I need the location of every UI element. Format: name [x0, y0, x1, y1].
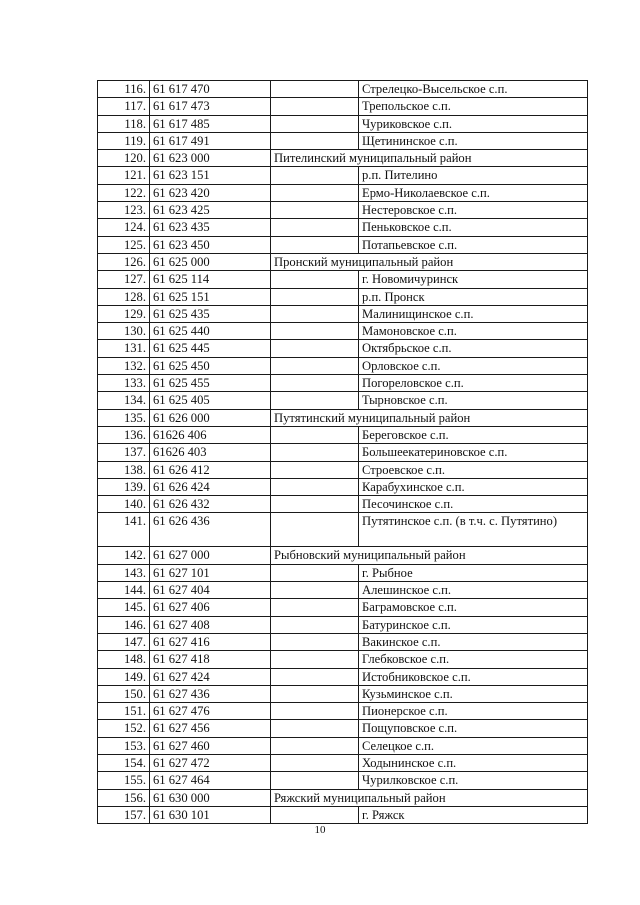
row-number: 153. — [98, 737, 150, 754]
table-row — [98, 392, 588, 409]
table-row — [98, 375, 588, 392]
settlement-name: Алешинское с.п. — [359, 582, 588, 599]
okato-code: 61 623 435 — [150, 219, 271, 236]
row-number: 126. — [98, 253, 150, 270]
row-number: 139. — [98, 478, 150, 495]
page-number: 10 — [314, 824, 326, 836]
district-cell-empty — [271, 236, 359, 253]
row-number: 146. — [98, 616, 150, 633]
row-number: 157. — [98, 806, 150, 823]
okato-code: 61 625 114 — [150, 271, 271, 288]
row-number: 120. — [98, 150, 150, 167]
settlement-name: Стрелецко-Высельское с.п. — [359, 81, 588, 98]
row-number: 154. — [98, 754, 150, 771]
okato-code: 61 623 000 — [150, 150, 271, 167]
settlement-name: Пионерское с.п. — [359, 703, 588, 720]
okato-code: 61 627 464 — [150, 772, 271, 789]
table-row — [98, 288, 588, 305]
okato-code: 61 627 101 — [150, 564, 271, 581]
table-row — [98, 668, 588, 685]
district-cell-empty — [271, 582, 359, 599]
district-cell-empty — [271, 184, 359, 201]
row-number: 136. — [98, 426, 150, 443]
row-number: 130. — [98, 323, 150, 340]
okato-code: 61 627 416 — [150, 633, 271, 650]
okato-code: 61 626 432 — [150, 496, 271, 513]
row-number: 124. — [98, 219, 150, 236]
district-cell-empty — [271, 426, 359, 443]
district-cell-empty — [271, 513, 359, 547]
table-row — [98, 409, 588, 426]
settlement-name: г. Рыбное — [359, 564, 588, 581]
settlement-name: Песочинское с.п. — [359, 496, 588, 513]
okato-code: 61 627 406 — [150, 599, 271, 616]
table-row — [98, 685, 588, 702]
district-cell-empty — [271, 115, 359, 132]
district-cell-empty — [271, 305, 359, 322]
settlement-name: Октябрьское с.п. — [359, 340, 588, 357]
okato-code: 61 623 420 — [150, 184, 271, 201]
district-cell-empty — [271, 461, 359, 478]
district-cell-empty — [271, 81, 359, 98]
table-row — [98, 564, 588, 581]
row-number: 156. — [98, 789, 150, 806]
okato-code: 61 625 455 — [150, 375, 271, 392]
row-number: 131. — [98, 340, 150, 357]
district-cell-empty — [271, 703, 359, 720]
district-cell-empty — [271, 599, 359, 616]
okato-code: 61 623 425 — [150, 202, 271, 219]
okato-code: 61 627 476 — [150, 703, 271, 720]
row-number: 117. — [98, 98, 150, 115]
okato-code: 61 627 436 — [150, 685, 271, 702]
settlement-name: Вакинское с.п. — [359, 633, 588, 650]
district-cell-empty — [271, 202, 359, 219]
row-number: 121. — [98, 167, 150, 184]
district-cell-empty — [271, 357, 359, 374]
settlement-name: Мамоновское с.п. — [359, 323, 588, 340]
table-row — [98, 236, 588, 253]
okato-code: 61 627 424 — [150, 668, 271, 685]
settlement-name: Глебковское с.п. — [359, 651, 588, 668]
table-row — [98, 461, 588, 478]
table-row — [98, 720, 588, 737]
okato-code: 61 627 472 — [150, 754, 271, 771]
district-name: Пронский муниципальный район — [271, 253, 588, 270]
settlement-name: Пощуповское с.п. — [359, 720, 588, 737]
district-name: Пителинский муниципальный район — [271, 150, 588, 167]
district-cell-empty — [271, 444, 359, 461]
district-cell-empty — [271, 478, 359, 495]
table-row — [98, 496, 588, 513]
okato-code: 61 625 450 — [150, 357, 271, 374]
district-name: Ряжский муниципальный район — [271, 789, 588, 806]
district-cell-empty — [271, 754, 359, 771]
row-number: 123. — [98, 202, 150, 219]
settlement-name: Потапьевское с.п. — [359, 236, 588, 253]
district-cell-empty — [271, 392, 359, 409]
okato-code: 61 630 000 — [150, 789, 271, 806]
okato-code: 61 625 440 — [150, 323, 271, 340]
row-number: 119. — [98, 132, 150, 149]
okato-code: 61 623 151 — [150, 167, 271, 184]
row-number: 132. — [98, 357, 150, 374]
okato-code: 61 625 445 — [150, 340, 271, 357]
table-row — [98, 98, 588, 115]
settlement-name: р.п. Пителино — [359, 167, 588, 184]
table-row — [98, 202, 588, 219]
district-cell-empty — [271, 651, 359, 668]
row-number: 150. — [98, 685, 150, 702]
settlement-name: Пеньковское с.п. — [359, 219, 588, 236]
okato-code: 61 625 435 — [150, 305, 271, 322]
settlement-name: Чурилковское с.п. — [359, 772, 588, 789]
table-row — [98, 115, 588, 132]
okato-code: 61 625 000 — [150, 253, 271, 270]
table-row — [98, 754, 588, 771]
row-number: 118. — [98, 115, 150, 132]
settlement-name: Путятинское с.п. (в т.ч. с. Путятино) — [359, 513, 588, 547]
okato-code: 61626 406 — [150, 426, 271, 443]
okato-code: 61 626 412 — [150, 461, 271, 478]
row-number: 138. — [98, 461, 150, 478]
table-row — [98, 340, 588, 357]
row-number: 151. — [98, 703, 150, 720]
settlement-name: р.п. Пронск — [359, 288, 588, 305]
okato-code: 61 625 151 — [150, 288, 271, 305]
district-cell-empty — [271, 737, 359, 754]
table-row — [98, 582, 588, 599]
settlement-name: Погореловское с.п. — [359, 375, 588, 392]
settlement-name: Строевское с.п. — [359, 461, 588, 478]
settlement-name: г. Ряжск — [359, 806, 588, 823]
table-row — [98, 150, 588, 167]
table-row — [98, 426, 588, 443]
settlement-name: Чуриковское с.п. — [359, 115, 588, 132]
settlement-name: Батуринское с.п. — [359, 616, 588, 633]
table-row — [98, 357, 588, 374]
okato-code: 61 627 418 — [150, 651, 271, 668]
district-cell-empty — [271, 219, 359, 236]
settlement-name: Нестеровское с.п. — [359, 202, 588, 219]
district-cell-empty — [271, 668, 359, 685]
district-cell-empty — [271, 288, 359, 305]
district-name: Путятинский муниципальный район — [271, 409, 588, 426]
settlement-name: Карабухинское с.п. — [359, 478, 588, 495]
okato-code: 61 627 456 — [150, 720, 271, 737]
district-cell-empty — [271, 685, 359, 702]
row-number: 148. — [98, 651, 150, 668]
district-cell-empty — [271, 323, 359, 340]
okato-code: 61626 403 — [150, 444, 271, 461]
table-row — [98, 478, 588, 495]
okato-code: 61 627 408 — [150, 616, 271, 633]
okato-code: 61 617 470 — [150, 81, 271, 98]
table-row — [98, 789, 588, 806]
table-row — [98, 305, 588, 322]
table-row — [98, 271, 588, 288]
table-row — [98, 806, 588, 823]
row-number: 134. — [98, 392, 150, 409]
table-row — [98, 184, 588, 201]
table-row — [98, 323, 588, 340]
district-cell-empty — [271, 616, 359, 633]
district-cell-empty — [271, 340, 359, 357]
okato-code: 61 627 404 — [150, 582, 271, 599]
table-row — [98, 703, 588, 720]
settlement-name: Селецкое с.п. — [359, 737, 588, 754]
settlement-name: Ермо-Николаевское с.п. — [359, 184, 588, 201]
row-number: 135. — [98, 409, 150, 426]
okato-code: 61 626 000 — [150, 409, 271, 426]
row-number: 122. — [98, 184, 150, 201]
row-number: 127. — [98, 271, 150, 288]
table-row — [98, 599, 588, 616]
settlement-name: Кузьминское с.п. — [359, 685, 588, 702]
table-row — [98, 616, 588, 633]
row-number: 141. — [98, 513, 150, 547]
settlement-name: Береговское с.п. — [359, 426, 588, 443]
table-body — [98, 81, 588, 824]
okato-code: 61 626 436 — [150, 513, 271, 547]
okato-code: 61 630 101 — [150, 806, 271, 823]
row-number: 149. — [98, 668, 150, 685]
district-cell-empty — [271, 167, 359, 184]
table-row — [98, 81, 588, 98]
settlement-name: Тырновское с.п. — [359, 392, 588, 409]
row-number: 137. — [98, 444, 150, 461]
table-row — [98, 651, 588, 668]
table-row — [98, 444, 588, 461]
settlement-name: Малинищинское с.п. — [359, 305, 588, 322]
row-number: 144. — [98, 582, 150, 599]
settlement-name: Трепольское с.п. — [359, 98, 588, 115]
okato-code: 61 617 485 — [150, 115, 271, 132]
settlement-name: Орловское с.п. — [359, 357, 588, 374]
row-number: 142. — [98, 547, 150, 564]
okato-code: 61 627 460 — [150, 737, 271, 754]
row-number: 133. — [98, 375, 150, 392]
table-row — [98, 219, 588, 236]
okato-code: 61 625 405 — [150, 392, 271, 409]
row-number: 155. — [98, 772, 150, 789]
table-row — [98, 513, 588, 547]
district-cell-empty — [271, 98, 359, 115]
table-row — [98, 132, 588, 149]
district-cell-empty — [271, 564, 359, 581]
district-cell-empty — [271, 806, 359, 823]
settlement-name: Большеекатериновское с.п. — [359, 444, 588, 461]
okato-code: 61 626 424 — [150, 478, 271, 495]
district-cell-empty — [271, 496, 359, 513]
table-row — [98, 253, 588, 270]
row-number: 152. — [98, 720, 150, 737]
settlement-name: Ходынинское с.п. — [359, 754, 588, 771]
row-number: 145. — [98, 599, 150, 616]
okato-code: 61 623 450 — [150, 236, 271, 253]
table-row — [98, 737, 588, 754]
settlement-name: Щетининское с.п. — [359, 132, 588, 149]
table-row — [98, 547, 588, 564]
row-number: 147. — [98, 633, 150, 650]
row-number: 125. — [98, 236, 150, 253]
district-cell-empty — [271, 271, 359, 288]
table-row — [98, 633, 588, 650]
district-cell-empty — [271, 772, 359, 789]
row-number: 129. — [98, 305, 150, 322]
district-cell-empty — [271, 720, 359, 737]
table-row — [98, 167, 588, 184]
district-name: Рыбновский муниципальный район — [271, 547, 588, 564]
table-row — [98, 772, 588, 789]
district-cell-empty — [271, 633, 359, 650]
municipalities-table — [97, 80, 588, 824]
district-cell-empty — [271, 132, 359, 149]
row-number: 128. — [98, 288, 150, 305]
row-number: 116. — [98, 81, 150, 98]
row-number: 140. — [98, 496, 150, 513]
okato-code: 61 627 000 — [150, 547, 271, 564]
okato-code: 61 617 473 — [150, 98, 271, 115]
row-number: 143. — [98, 564, 150, 581]
okato-code: 61 617 491 — [150, 132, 271, 149]
district-cell-empty — [271, 375, 359, 392]
settlement-name: г. Новомичуринск — [359, 271, 588, 288]
settlement-name: Баграмовское с.п. — [359, 599, 588, 616]
settlement-name: Истобниковское с.п. — [359, 668, 588, 685]
